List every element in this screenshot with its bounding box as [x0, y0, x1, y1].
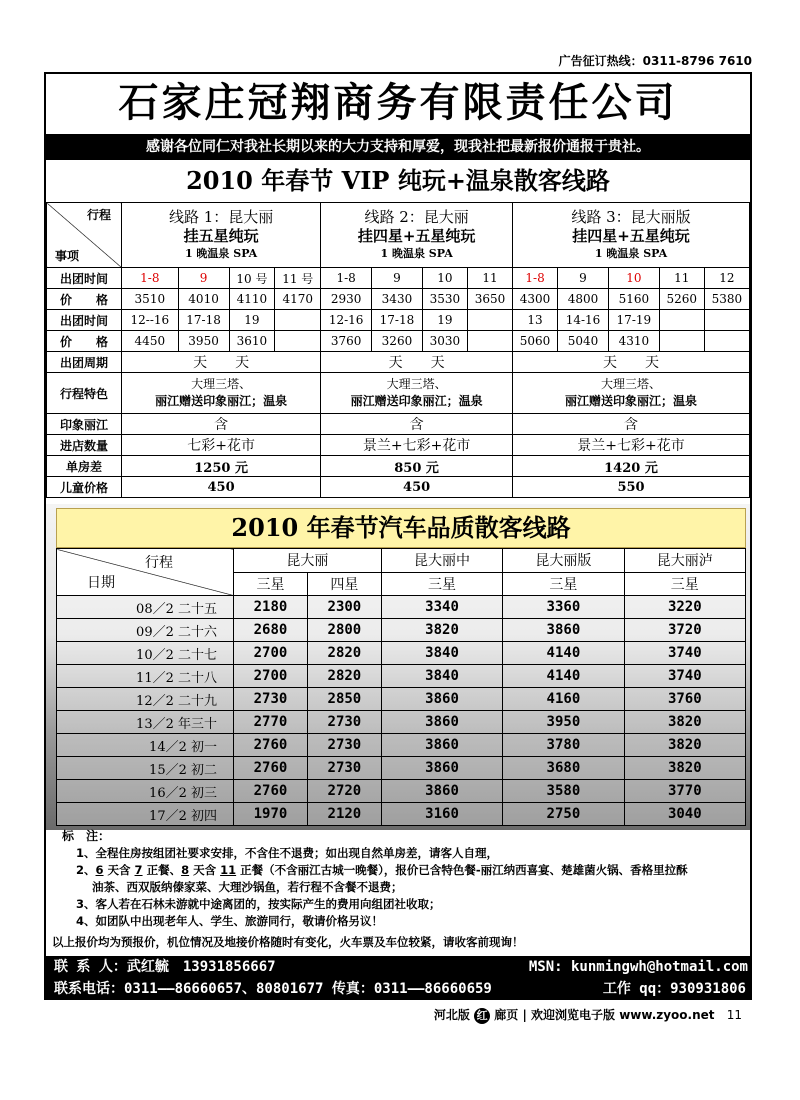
- dep-cell: 11 号: [275, 268, 321, 289]
- empty-cell: [704, 331, 749, 352]
- price-cell: 5260: [659, 289, 704, 310]
- price-cell: 3740: [624, 665, 745, 688]
- vip-price2-row: [47, 331, 750, 352]
- bus-title: 2010 年春节汽车品质散客线路: [56, 508, 746, 548]
- footer-edition: 河北版: [433, 1008, 470, 1022]
- single-cell: 1250 元: [122, 456, 321, 477]
- price-cell: 2850: [307, 688, 381, 711]
- price-cell: 5060: [513, 331, 558, 352]
- price-cell: 3740: [624, 642, 745, 665]
- price-cell: 3530: [422, 289, 467, 310]
- price-cell: 3820: [381, 619, 502, 642]
- feature-cell: [122, 373, 321, 414]
- price-cell: 4110: [229, 289, 275, 310]
- table-row: [57, 596, 746, 619]
- vip-corner-bottom: 事项: [55, 249, 80, 263]
- contact-msn: MSN: kunmingwh@hotmail.com: [528, 959, 748, 975]
- note-2-days-b: 8: [181, 863, 190, 877]
- date-cell: 13／2 年三十: [57, 711, 234, 734]
- row-label: 儿童价格: [47, 477, 122, 498]
- price-cell: 2680: [234, 619, 308, 642]
- price-cell: 3760: [321, 331, 372, 352]
- group-header: 昆大丽泸: [624, 549, 745, 573]
- price-cell: 4140: [503, 665, 624, 688]
- dep-cell: 1-8: [321, 268, 372, 289]
- feature-line: 丽江赠送印象丽江；温泉: [565, 394, 698, 408]
- bus-group-row: [57, 549, 746, 573]
- price-cell: 2720: [307, 780, 381, 803]
- feature-cell: [513, 373, 750, 414]
- route-sub: 挂四星+五星纯玩: [572, 227, 690, 245]
- route-name: 线路 2：昆大丽: [364, 208, 469, 226]
- vip-title: 2010 年春节 VIP 纯玩+温泉散客线路: [186, 166, 610, 195]
- price-cell: 3430: [372, 289, 423, 310]
- price-cell: 3040: [624, 803, 745, 826]
- table-row: [57, 757, 746, 780]
- price-cell: 3780: [503, 734, 624, 757]
- group-header: 昆大丽中: [381, 549, 502, 573]
- table-row: [57, 711, 746, 734]
- shops-cell: 景兰+七彩+花市: [321, 435, 513, 456]
- route-spa: 1 晚温泉 SPA: [594, 247, 668, 260]
- empty-cell: [704, 310, 749, 331]
- table-row: [57, 780, 746, 803]
- table-row: [57, 803, 746, 826]
- date-cell: 14／2 初一: [57, 734, 234, 757]
- row-label: 价 格: [47, 331, 122, 352]
- price-cell: 2820: [307, 665, 381, 688]
- vip-dep2-row: [47, 310, 750, 331]
- dep-cell: 14-16: [558, 310, 609, 331]
- vip-dep1-row: [47, 268, 750, 289]
- date-cell: 17／2 初四: [57, 803, 234, 826]
- contact-bar-2: [46, 978, 750, 1000]
- feature-line: 丽江赠送印象丽江；温泉: [350, 394, 483, 408]
- table-row: [57, 688, 746, 711]
- dep-cell: 9: [558, 268, 609, 289]
- dep-cell: 1-8: [513, 268, 558, 289]
- note-2-text: 正餐、: [142, 863, 182, 877]
- contact-qq: 工作 qq：930931806: [602, 981, 746, 997]
- vip-price1-row: [47, 289, 750, 310]
- price-cell: 2750: [503, 803, 624, 826]
- table-row: [57, 665, 746, 688]
- vip-shops-row: [47, 435, 750, 456]
- vip-price-table: [46, 202, 750, 498]
- dep-cell: 19: [229, 310, 275, 331]
- child-cell: 450: [122, 477, 321, 498]
- price-cell: 2820: [307, 642, 381, 665]
- dep-cell: 17-19: [608, 310, 659, 331]
- price-cell: 4140: [503, 642, 624, 665]
- price-cell: 2730: [307, 757, 381, 780]
- vip-feature-row: [47, 373, 750, 414]
- contact-person: 联 系 人：武红毓 13931856667: [54, 959, 276, 975]
- dep-cell: 11: [467, 268, 512, 289]
- empty-cell: [659, 331, 704, 352]
- price-cell: 2800: [307, 619, 381, 642]
- price-cell: 2730: [307, 711, 381, 734]
- vip-header-row: [47, 203, 750, 268]
- star-header: 三星: [624, 572, 745, 596]
- star-header: 三星: [381, 572, 502, 596]
- impression-cell: 含: [321, 414, 513, 435]
- price-cell: 3760: [624, 688, 745, 711]
- route-name: 线路 1：昆大丽: [168, 208, 274, 226]
- price-cell: 3820: [624, 757, 745, 780]
- feature-line: 丽江赠送印象丽江；温泉: [155, 394, 288, 408]
- note-2-meals-b: 11: [220, 863, 237, 877]
- note-2-text: 天含: [189, 863, 221, 877]
- note-2-text: 天含: [103, 863, 135, 877]
- note-1: 1、全程住房按组团社要求安排，不含住不退费；如出现自然单房差，请客人自理，: [76, 846, 498, 860]
- vip-cycle-row: [47, 352, 750, 373]
- dep-cell: 13: [513, 310, 558, 331]
- dep-cell: 1-8: [122, 268, 179, 289]
- dep-cell: 12: [704, 268, 749, 289]
- price-cell: 3610: [229, 331, 275, 352]
- row-label: 出团周期: [47, 352, 122, 373]
- route-3-header: [513, 203, 750, 268]
- price-cell: 2700: [234, 642, 308, 665]
- price-cell: 3820: [624, 734, 745, 757]
- star-header: 三星: [234, 572, 308, 596]
- price-cell: 3220: [624, 596, 745, 619]
- dep-cell: 10: [422, 268, 467, 289]
- feature-line: 大理三塔、: [386, 377, 447, 391]
- empty-cell: [467, 310, 512, 331]
- date-cell: 12／2 二十九: [57, 688, 234, 711]
- price-cell: 2300: [307, 596, 381, 619]
- notes-label: 标 注：: [62, 829, 111, 843]
- single-cell: 850 元: [321, 456, 513, 477]
- row-label: 出团时间: [47, 310, 122, 331]
- dep-cell: 10 号: [229, 268, 275, 289]
- child-cell: 450: [321, 477, 513, 498]
- dep-cell: 12-16: [321, 310, 372, 331]
- price-cell: 2760: [234, 734, 308, 757]
- single-cell: 1420 元: [513, 456, 750, 477]
- empty-cell: [275, 331, 321, 352]
- note-2-days-a: 6: [95, 863, 104, 877]
- price-cell: 3030: [422, 331, 467, 352]
- dep-cell: 17-18: [178, 310, 229, 331]
- feature-cell: [321, 373, 513, 414]
- impression-cell: 含: [122, 414, 321, 435]
- shops-cell: 七彩+花市: [122, 435, 321, 456]
- vip-corner-cell: [47, 203, 122, 268]
- price-cell: 4300: [513, 289, 558, 310]
- empty-cell: [275, 310, 321, 331]
- route-sub: 挂五星纯玩: [183, 227, 259, 245]
- dep-cell: 12--16: [122, 310, 179, 331]
- price-cell: 3860: [381, 757, 502, 780]
- price-cell: 2770: [234, 711, 308, 734]
- dep-cell: 17-18: [372, 310, 423, 331]
- note-2: [62, 862, 746, 879]
- cycle-cell: 天 天: [513, 352, 750, 373]
- route-name: 线路 3：昆大丽版: [571, 208, 691, 226]
- price-cell: 4450: [122, 331, 179, 352]
- row-label: 行程特色: [47, 373, 122, 414]
- bus-price-table: [56, 548, 746, 826]
- price-cell: 1970: [234, 803, 308, 826]
- route-spa: 1 晚温泉 SPA: [380, 247, 453, 260]
- contact-bar-1: [46, 956, 750, 978]
- child-cell: 550: [513, 477, 750, 498]
- date-cell: 16／2 初三: [57, 780, 234, 803]
- route-2-header: [321, 203, 513, 268]
- notes-section: [52, 828, 746, 951]
- cycle-cell: 天 天: [122, 352, 321, 373]
- price-cell: 3580: [503, 780, 624, 803]
- bus-corner-bottom: 日期: [87, 575, 115, 591]
- price-warning: 以上报价均为预报价，机位情况及地接价格随时有变化，火车票及车位较紧，请收客前现询！: [52, 935, 524, 949]
- dep-cell: 9: [372, 268, 423, 289]
- row-label: 价 格: [47, 289, 122, 310]
- dep-cell: 11: [659, 268, 704, 289]
- price-cell: 2120: [307, 803, 381, 826]
- footer-site: 廊页 | 欢迎浏览电子版 www.zyoo.net: [494, 1008, 715, 1022]
- row-label: 进店数量: [47, 435, 122, 456]
- star-header: 四星: [307, 572, 381, 596]
- price-cell: 3160: [381, 803, 502, 826]
- price-cell: 3860: [503, 619, 624, 642]
- price-cell: 5160: [608, 289, 659, 310]
- price-cell: 4170: [275, 289, 321, 310]
- note-4: 4、如团队中出现老年人、学生、旅游同行，敬请价格另议！: [76, 914, 383, 928]
- impression-cell: 含: [513, 414, 750, 435]
- row-label: 单房差: [47, 456, 122, 477]
- price-cell: 3510: [122, 289, 179, 310]
- price-cell: 3680: [503, 757, 624, 780]
- dep-cell: 19: [422, 310, 467, 331]
- note-2-prefix: 2、: [76, 863, 96, 877]
- vip-impression-row: [47, 414, 750, 435]
- price-cell: 4010: [178, 289, 229, 310]
- thanks-banner: 感谢各位同仁对我社长期以来的大力支持和厚爱，现我社把最新报价通报于贵社。: [46, 134, 750, 160]
- price-cell: 4800: [558, 289, 609, 310]
- price-cell: 3950: [178, 331, 229, 352]
- contact-phone: 联系电话：0311——86660657、80801677 传真：0311——86660659: [54, 981, 492, 997]
- note-2-continued: 油茶、西双版纳傣家菜、大理沙锅鱼，若行程不含餐不退费；: [92, 880, 403, 894]
- price-cell: 4310: [608, 331, 659, 352]
- price-cell: 3820: [624, 711, 745, 734]
- row-label: 印象丽江: [47, 414, 122, 435]
- price-cell: 3860: [381, 711, 502, 734]
- vip-single-row: [47, 456, 750, 477]
- price-cell: 5040: [558, 331, 609, 352]
- bus-corner-top: 行程: [145, 555, 173, 571]
- price-cell: 2760: [234, 757, 308, 780]
- price-cell: 3950: [503, 711, 624, 734]
- group-header: 昆大丽: [234, 549, 382, 573]
- page-number: 11: [726, 1008, 742, 1022]
- price-cell: 5380: [704, 289, 749, 310]
- price-cell: 3770: [624, 780, 745, 803]
- vip-child-row: [47, 477, 750, 498]
- date-cell: 11／2 二十八: [57, 665, 234, 688]
- date-cell: 09／2 二十六: [57, 619, 234, 642]
- price-cell: 2700: [234, 665, 308, 688]
- price-cell: 3860: [381, 688, 502, 711]
- cycle-cell: 天 天: [321, 352, 513, 373]
- date-cell: 10／2 二十七: [57, 642, 234, 665]
- feature-line: 大理三塔、: [191, 377, 252, 391]
- table-row: [57, 619, 746, 642]
- dep-cell: 10: [608, 268, 659, 289]
- table-row: [57, 642, 746, 665]
- price-cell: 3260: [372, 331, 423, 352]
- price-cell: 3360: [503, 596, 624, 619]
- price-cell: 3860: [381, 780, 502, 803]
- date-cell: 15／2 初二: [57, 757, 234, 780]
- price-cell: 2730: [307, 734, 381, 757]
- row-label: 出团时间: [47, 268, 122, 289]
- hong-badge-icon: 红: [474, 1008, 490, 1024]
- note-2-meals-a: 7: [134, 863, 143, 877]
- price-cell: 3720: [624, 619, 745, 642]
- price-cell: 2180: [234, 596, 308, 619]
- route-1-header: [122, 203, 321, 268]
- date-cell: 08／2 二十五: [57, 596, 234, 619]
- star-header: 三星: [503, 572, 624, 596]
- feature-line: 大理三塔、: [601, 377, 662, 391]
- price-cell: 2930: [321, 289, 372, 310]
- shops-cell: 景兰+七彩+花市: [513, 435, 750, 456]
- company-name: 石家庄冠翔商务有限责任公司: [118, 79, 678, 126]
- bus-corner-cell: [57, 549, 234, 596]
- price-cell: 2730: [234, 688, 308, 711]
- note-2-text: 正餐（不含丽江古城一晚餐），报价已含特色餐-丽江纳西喜宴、楚雄菌火锅、香格里拉酥: [236, 863, 688, 877]
- vip-corner-top: 行程: [86, 208, 111, 222]
- note-3: 3、客人若在石林未游就中途离团的，按实际产生的费用向组团社收取；: [76, 897, 441, 911]
- price-cell: 3840: [381, 665, 502, 688]
- price-cell: 4160: [503, 688, 624, 711]
- price-cell: 2760: [234, 780, 308, 803]
- ad-hotline: 广告征订热线：0311-8796 7610: [558, 54, 752, 68]
- table-row: [57, 734, 746, 757]
- price-cell: 3650: [467, 289, 512, 310]
- price-cell: 3840: [381, 642, 502, 665]
- empty-cell: [467, 331, 512, 352]
- price-cell: 3860: [381, 734, 502, 757]
- empty-cell: [659, 310, 704, 331]
- page-footer: [434, 1006, 742, 1024]
- price-cell: 3340: [381, 596, 502, 619]
- route-spa: 1 晚温泉 SPA: [184, 247, 258, 260]
- dep-cell: 9: [178, 268, 229, 289]
- group-header: 昆大丽版: [503, 549, 624, 573]
- route-sub: 挂四星+五星纯玩: [357, 227, 476, 245]
